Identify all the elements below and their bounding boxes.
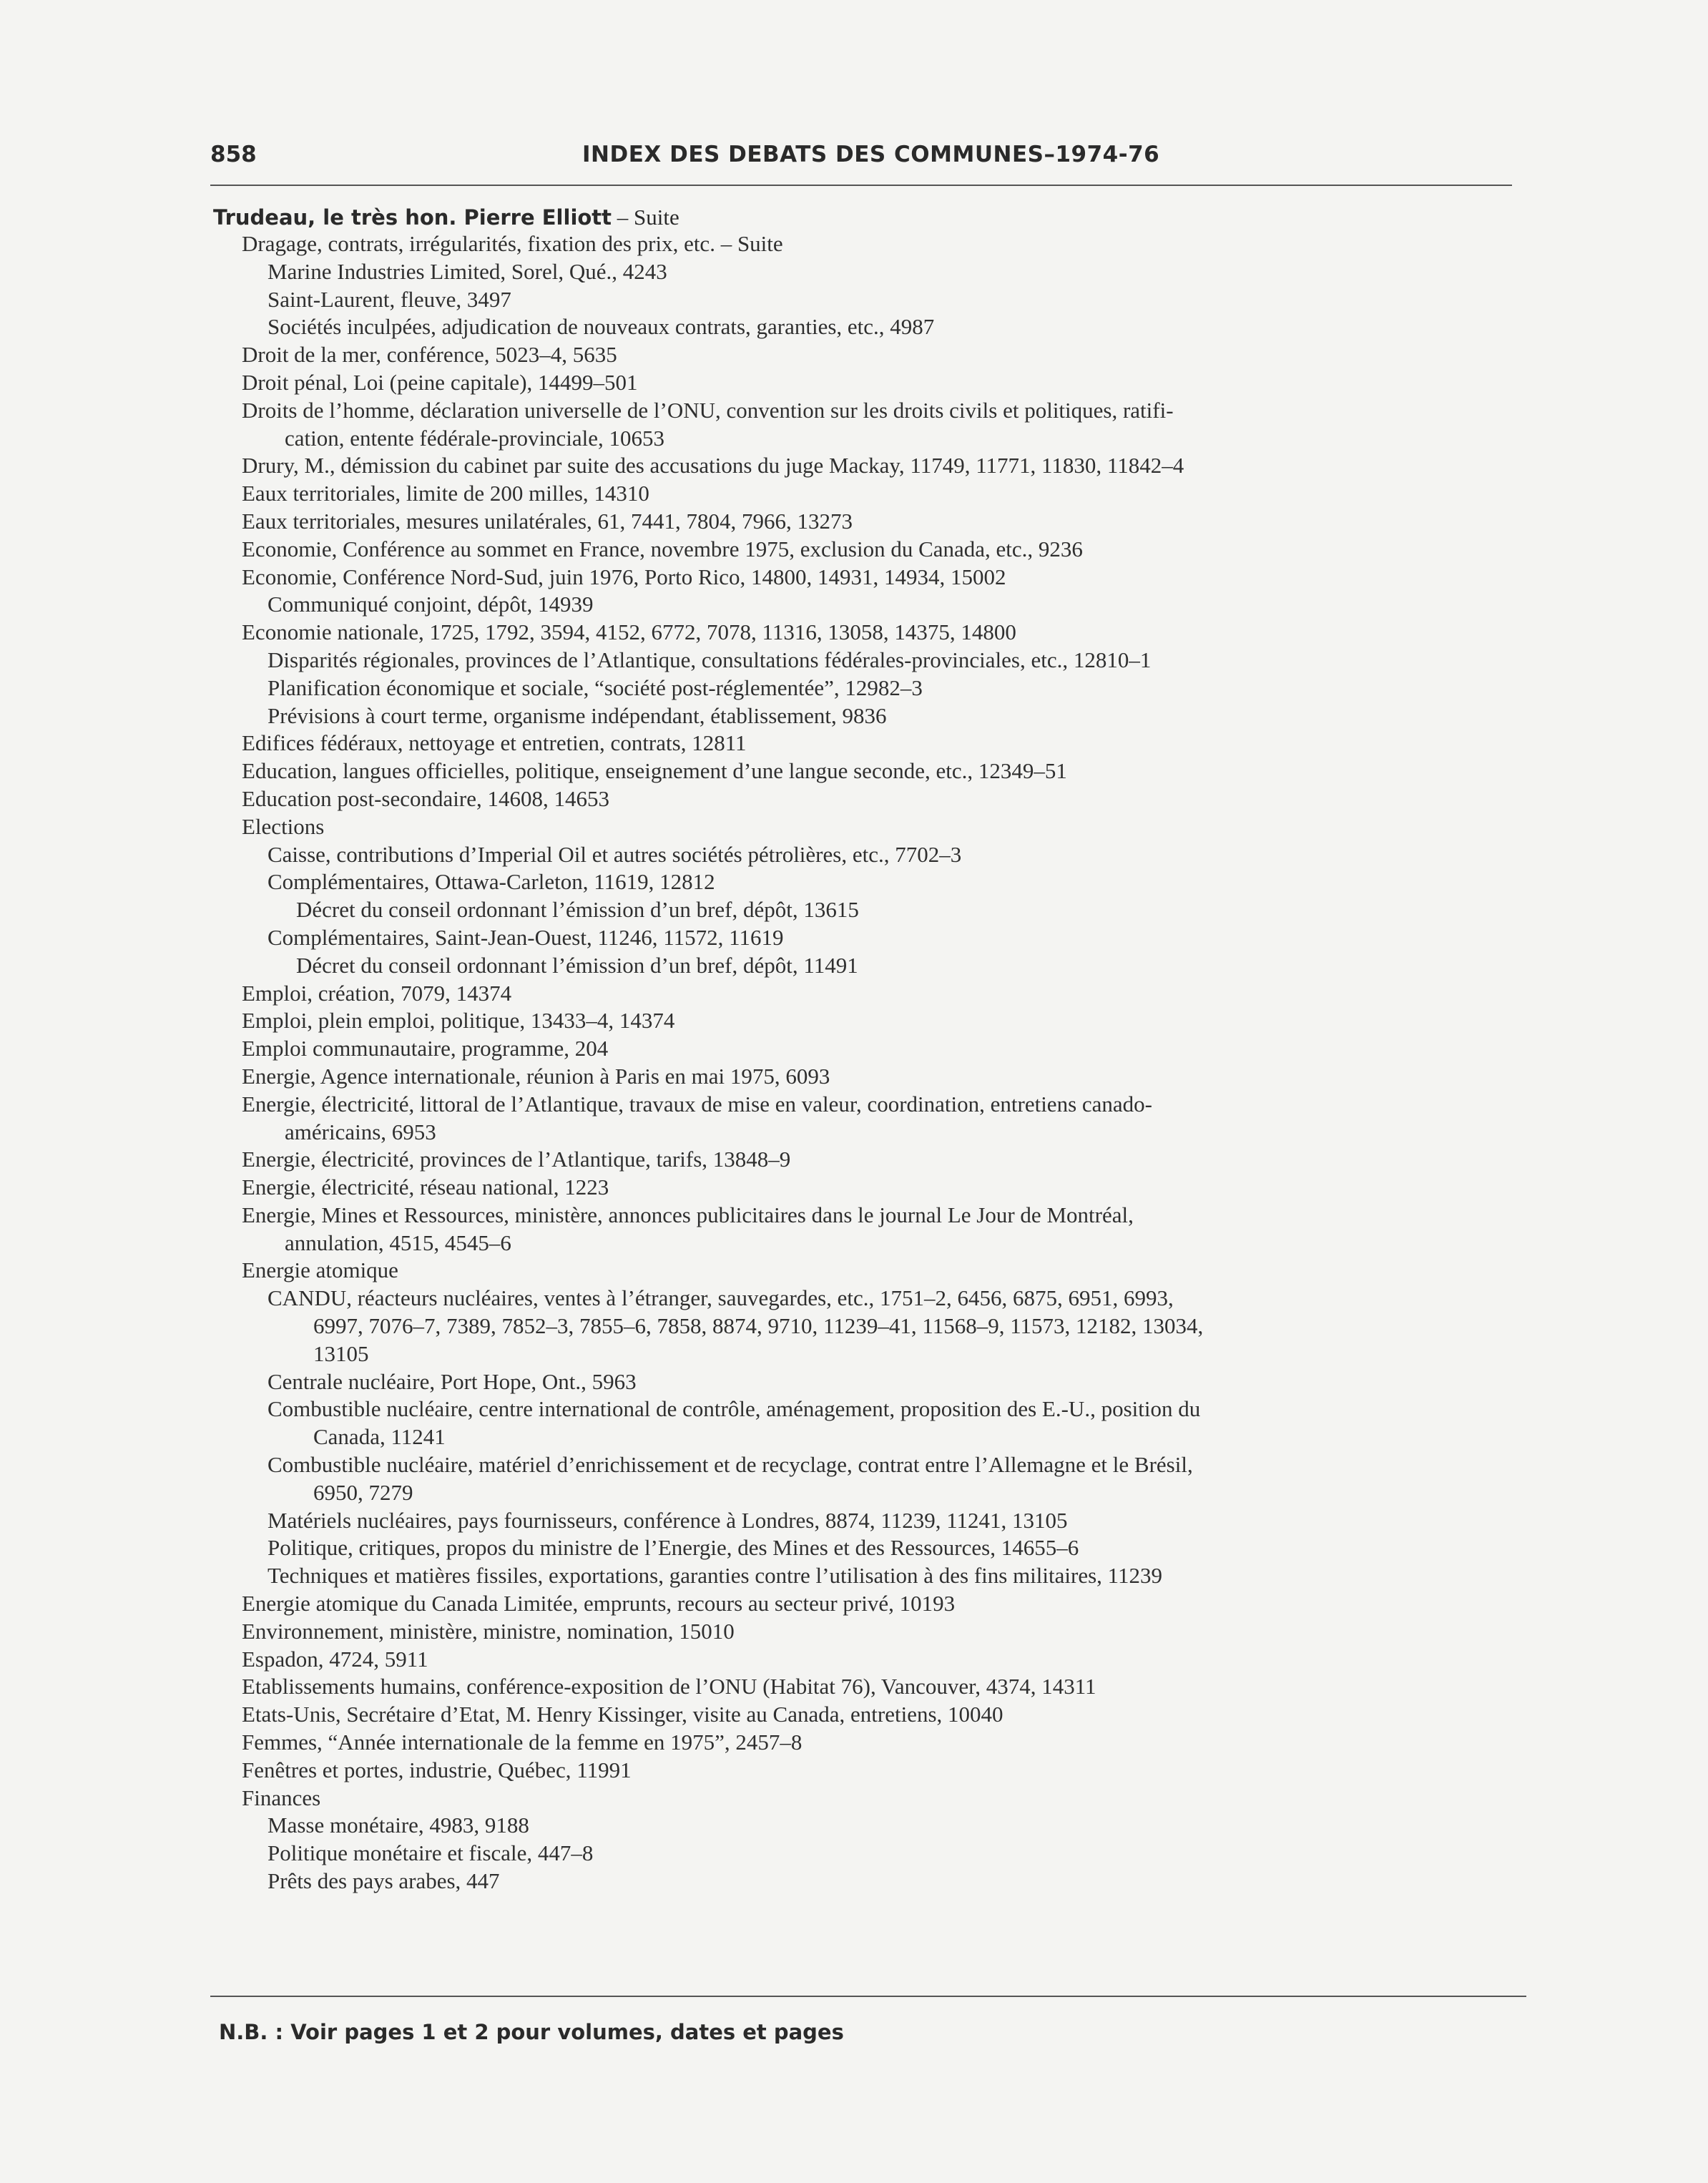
index-entry: Droit pénal, Loi (peine capitale), 14499–501	[242, 369, 638, 395]
footnote: N.B. : Voir pages 1 et 2 pour volumes, dates et pages	[219, 2020, 844, 2044]
index-entry-continuation: 6997, 7076–7, 7389, 7852–3, 7855–6, 7858, 8874, 9710, 11239–41, 11568–9, 11573, 12182, 13034,	[313, 1313, 1204, 1339]
footer-divider	[210, 1996, 1526, 1997]
index-entry: Décret du conseil ordonnant l’émission d’un bref, dépôt, 11491	[296, 952, 858, 978]
index-entry: Techniques et matières fissiles, exportations, garanties contre l’utilisation à des fins militaires, 11239	[268, 1563, 1163, 1589]
index-entry: Combustible nucléaire, matériel d’enrichissement et de recyclage, contrat entre l’Allemagne et le Brésil,	[268, 1452, 1193, 1478]
index-entry: Dragage, contrats, irrégularités, fixation des prix, etc. – Suite	[242, 231, 783, 256]
index-entry: Décret du conseil ordonnant l’émission d’un bref, dépôt, 13615	[296, 897, 859, 923]
index-entry: Energie atomique	[242, 1257, 398, 1283]
running-title: INDEX DES DEBATS DES COMMUNES–1974-76	[582, 142, 1160, 167]
index-entry: Planification économique et sociale, “société post-réglementée”, 12982–3	[268, 674, 923, 700]
index-entry: Energie atomique du Canada Limitée, emprunts, recours au secteur privé, 10193	[242, 1591, 956, 1617]
index-entry: Drury, M., démission du cabinet par suite des accusations du juge Mackay, 11749, 11771, 11830, 11842–4	[242, 453, 1184, 479]
index-entry-continuation: cation, entente fédérale-provinciale, 10653	[285, 425, 665, 451]
index-entry: Disparités régionales, provinces de l’Atlantique, consultations fédérales-provinciales, etc., 12810–1	[268, 647, 1152, 672]
index-entry: Emploi, création, 7079, 14374	[242, 980, 512, 1006]
index-entry: Centrale nucléaire, Port Hope, Ont., 5963	[268, 1368, 637, 1394]
index-entry: Elections	[242, 813, 325, 839]
index-entry: Communiqué conjoint, dépôt, 14939	[268, 592, 594, 617]
index-entry: Politique, critiques, propos du ministre de l’Energie, des Mines et des Ressources, 14655–6	[268, 1535, 1079, 1561]
index-entry: Prêts des pays arabes, 447	[268, 1868, 500, 1894]
header-divider	[210, 185, 1512, 186]
index-entry: Emploi communautaire, programme, 204	[242, 1036, 609, 1061]
index-entry: Economie nationale, 1725, 1792, 3594, 4152, 6772, 7078, 11316, 13058, 14375, 14800	[242, 619, 1016, 645]
index-entry: Complémentaires, Saint-Jean-Ouest, 11246, 11572, 11619	[268, 924, 784, 950]
index-entry: Caisse, contributions d’Imperial Oil et autres sociétés pétrolières, etc., 7702–3	[268, 841, 962, 867]
index-entry: Emploi, plein emploi, politique, 13433–4, 14374	[242, 1008, 675, 1034]
index-entry: Combustible nucléaire, centre international de contrôle, aménagement, proposition des E.-U., position du	[268, 1396, 1201, 1422]
index-entry: Marine Industries Limited, Sorel, Qué., 4243	[268, 258, 667, 284]
index-entry: Edifices fédéraux, nettoyage et entretien, contrats, 12811	[242, 730, 747, 756]
main-heading-suite: – Suite	[612, 205, 679, 230]
index-entry: Politique monétaire et fiscale, 447–8	[268, 1840, 594, 1866]
page-number: 858	[210, 142, 257, 167]
index-entry: Economie, Conférence au sommet en France, novembre 1975, exclusion du Canada, etc., 9236	[242, 536, 1083, 561]
index-entry: Femmes, “Année internationale de la femme en 1975”, 2457–8	[242, 1730, 803, 1755]
index-entry-continuation: 6950, 7279	[313, 1479, 413, 1505]
index-entry: Energie, électricité, provinces de l’Atlantique, tarifs, 13848–9	[242, 1147, 791, 1172]
index-entry: Energie, Mines et Ressources, ministère, annonces publicitaires dans le journal Le Jour de Montréal,	[242, 1202, 1134, 1227]
index-entry: Matériels nucléaires, pays fournisseurs, conférence à Londres, 8874, 11239, 11241, 13105	[268, 1507, 1068, 1533]
index-entry: Energie, électricité, réseau national, 1223	[242, 1174, 609, 1200]
page-header	[210, 142, 1512, 177]
index-entry: Droits de l’homme, déclaration universelle de l’ONU, convention sur les droits civils et politiques, ratifi-	[242, 397, 1174, 423]
main-heading-name: Trudeau, le très hon. Pierre Elliott	[213, 205, 612, 230]
index-entry: Prévisions à court terme, organisme indépendant, établissement, 9836	[268, 702, 887, 728]
index-entry: Sociétés inculpées, adjudication de nouveaux contrats, garanties, etc., 4987	[268, 314, 935, 340]
index-entry: Energie, électricité, littoral de l’Atlantique, travaux de mise en valeur, coordination, entretiens canado-	[242, 1091, 1152, 1117]
index-main-heading	[213, 205, 679, 232]
index-entry: CANDU, réacteurs nucléaires, ventes à l’étranger, sauvegardes, etc., 1751–2, 6456, 6875, 6951, 6993,	[268, 1285, 1174, 1311]
index-entry: Etablissements humains, conférence-exposition de l’ONU (Habitat 76), Vancouver, 4374, 14311	[242, 1674, 1096, 1699]
index-entry: Energie, Agence internationale, réunion à Paris en mai 1975, 6093	[242, 1063, 830, 1089]
index-entry: Espadon, 4724, 5911	[242, 1646, 428, 1672]
index-entry-continuation: 13105	[313, 1340, 369, 1366]
index-entry: Education post-secondaire, 14608, 14653	[242, 785, 609, 811]
index-entry-continuation: annulation, 4515, 4545–6	[285, 1230, 511, 1255]
index-entry: Environnement, ministère, ministre, nomination, 15010	[242, 1618, 735, 1644]
index-entry: Eaux territoriales, mesures unilatérales, 61, 7441, 7804, 7966, 13273	[242, 508, 853, 534]
index-entries	[213, 230, 1522, 1895]
index-entry-continuation: Canada, 11241	[313, 1424, 446, 1450]
index-entry: Masse monétaire, 4983, 9188	[268, 1812, 529, 1838]
index-entry: Finances	[242, 1785, 321, 1810]
index-entry: Economie, Conférence Nord-Sud, juin 1976, Porto Rico, 14800, 14931, 14934, 15002	[242, 564, 1006, 589]
index-entry: Droit de la mer, conférence, 5023–4, 5635	[242, 342, 617, 368]
index-entry: Complémentaires, Ottawa-Carleton, 11619, 12812	[268, 869, 715, 895]
index-entry: Education, langues officielles, politique, enseignement d’une langue seconde, etc., 12349–51	[242, 758, 1067, 784]
index-entry: Etats-Unis, Secrétaire d’Etat, M. Henry Kissinger, visite au Canada, entretiens, 10040	[242, 1702, 1003, 1727]
index-entry: Eaux territoriales, limite de 200 milles, 14310	[242, 481, 649, 506]
index-entry-continuation: américains, 6953	[285, 1119, 436, 1144]
index-entry: Fenêtres et portes, industrie, Québec, 11991	[242, 1757, 632, 1782]
index-entry: Saint-Laurent, fleuve, 3497	[268, 286, 511, 312]
